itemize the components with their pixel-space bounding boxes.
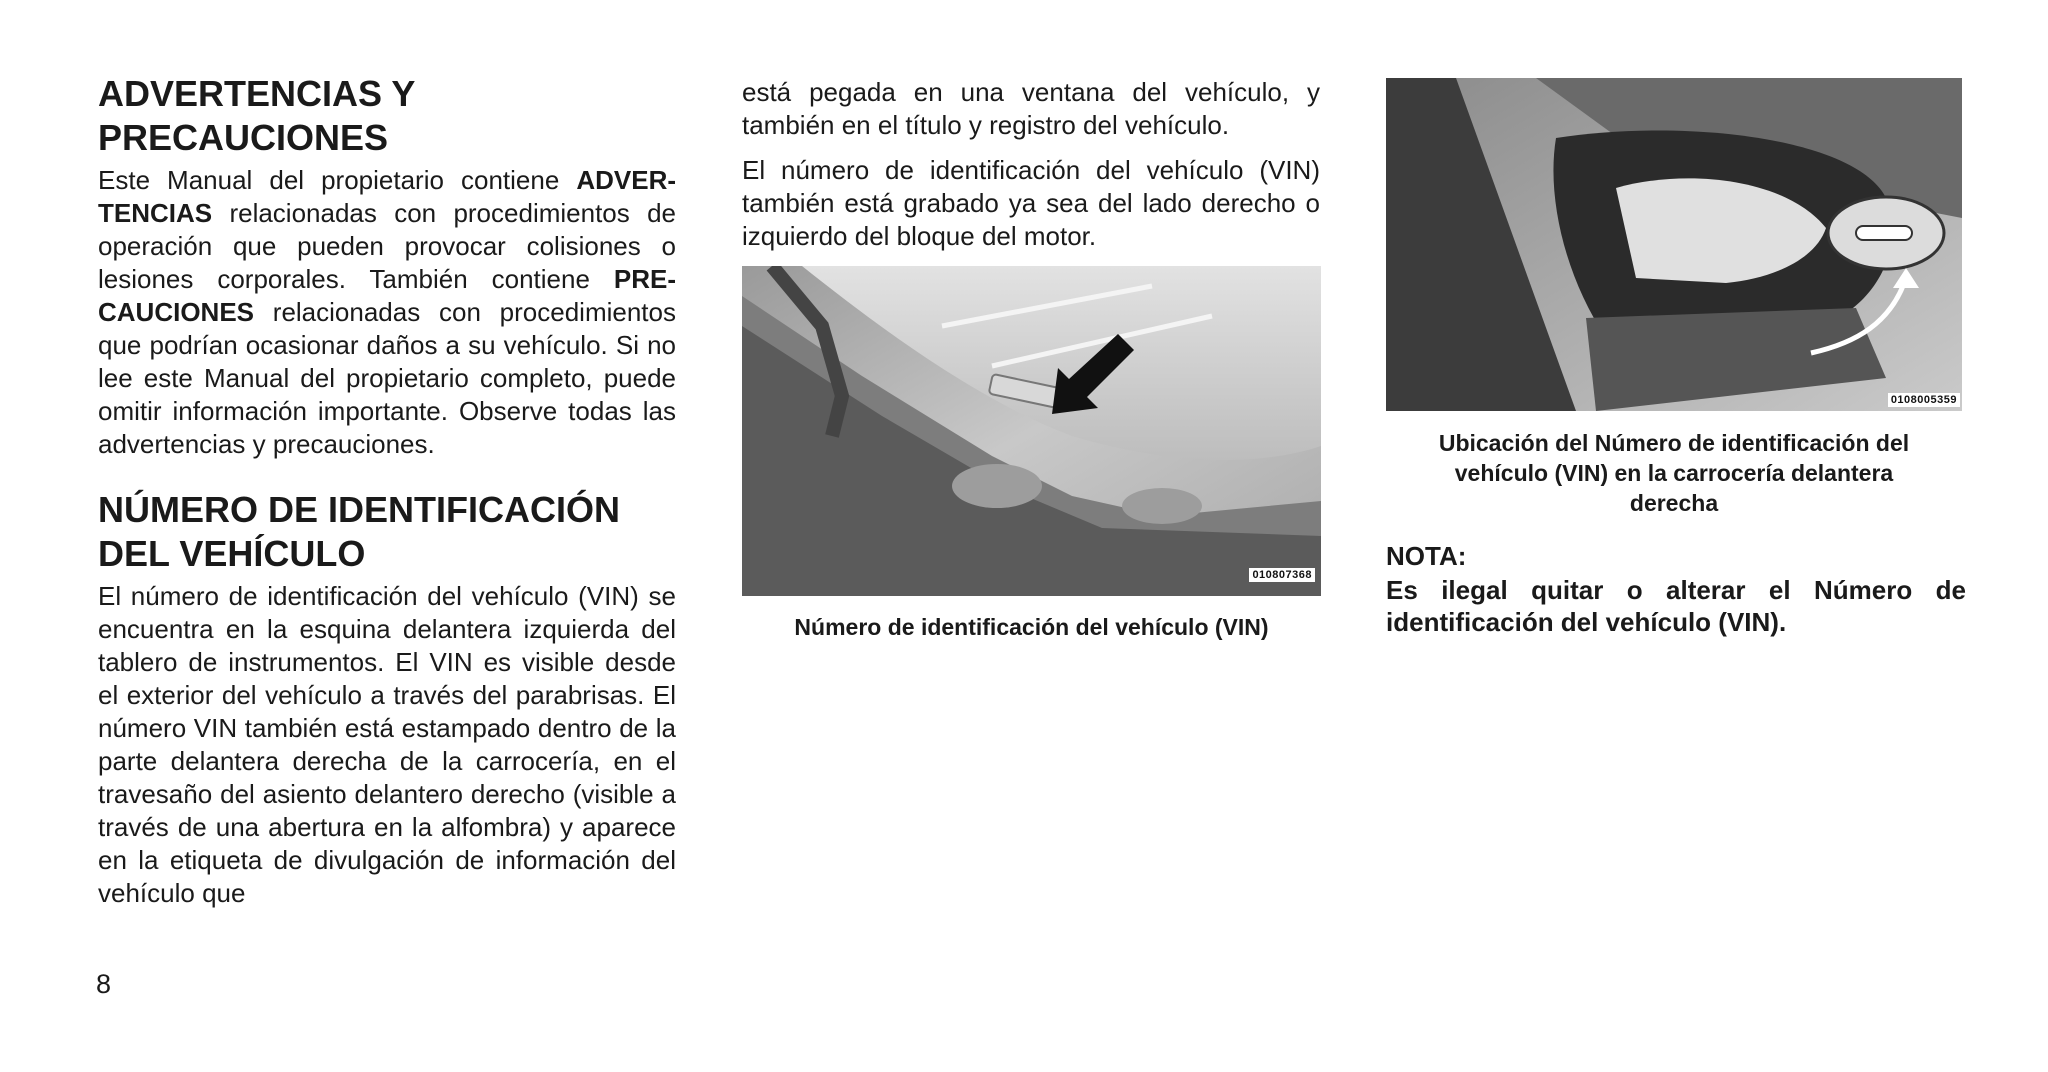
text-run-bold: PRE-CAUCIONES bbox=[98, 264, 676, 327]
figure-caption: Número de identificación del vehículo (VIN) bbox=[794, 614, 1269, 640]
vin-seat-figure bbox=[1386, 78, 1962, 411]
page-number: 8 bbox=[96, 969, 112, 999]
section-heading-vin bbox=[98, 488, 676, 576]
text-run: relacionadas con procedimientos de operación que pueden provocar colisiones o lesiones corporales. También contiene bbox=[98, 198, 676, 294]
text-run: relacionadas con procedimientos que podrían ocasionar daños a su vehículo. Si no lee este Manual del propietario completo, puede omitir información importante. Observe todas las advertencias y precauciones. bbox=[98, 297, 676, 459]
heading-line: ADVERTENCIAS Y bbox=[98, 73, 416, 114]
figure-code: 010807368 bbox=[1249, 568, 1315, 582]
caption-line: vehículo (VIN) en la carrocería delantera bbox=[1454, 460, 1894, 486]
heading-line: PRECAUCIONES bbox=[98, 117, 389, 158]
vin-paragraph-continued: está pegada en una ventana del vehículo, y también en el título y registro del vehículo. bbox=[742, 77, 1320, 140]
vin-windshield-figure bbox=[742, 266, 1321, 596]
figure-caption bbox=[1386, 428, 1962, 518]
caption-line: Ubicación del Número de identificación del bbox=[1438, 430, 1910, 456]
caption-line: derecha bbox=[1629, 490, 1719, 516]
vin-paragraph: El número de identificación del vehículo (VIN) se encuentra en la esquina delantera izquierda del tablero de instrumentos. El VIN es visible desde el exterior del vehículo a través del parabrisas. El número VIN también está estampado dentro de la parte delantera derecha de la carrocería, en el travesaño del asiento delantero derecho (visible a través de una abertura en la alfombra) y aparece en la etiqueta de divulgación de información del vehículo que bbox=[98, 581, 676, 908]
note-text: Es ilegal quitar o alterar el Número de identificación del vehículo (VIN). bbox=[1386, 575, 1966, 637]
text-run-bold: ADVER-TENCIAS bbox=[98, 165, 676, 228]
seat-illustration bbox=[1386, 78, 1962, 411]
text-run: Este Manual del propietario contiene bbox=[98, 165, 577, 195]
warnings-paragraph bbox=[98, 164, 676, 461]
heading-line: DEL VEHÍCULO bbox=[98, 533, 366, 574]
note-label: NOTA: bbox=[1386, 541, 1467, 571]
vin-engine-paragraph: El número de identificación del vehículo (VIN) también está grabado ya sea del lado derecho o izquierdo del bloque del motor. bbox=[742, 155, 1320, 251]
figure-code: 0108005359 bbox=[1888, 393, 1960, 407]
heading-line: NÚMERO DE IDENTIFICACIÓN bbox=[98, 489, 620, 530]
section-heading-warnings bbox=[98, 72, 676, 160]
windshield-illustration bbox=[742, 266, 1321, 596]
